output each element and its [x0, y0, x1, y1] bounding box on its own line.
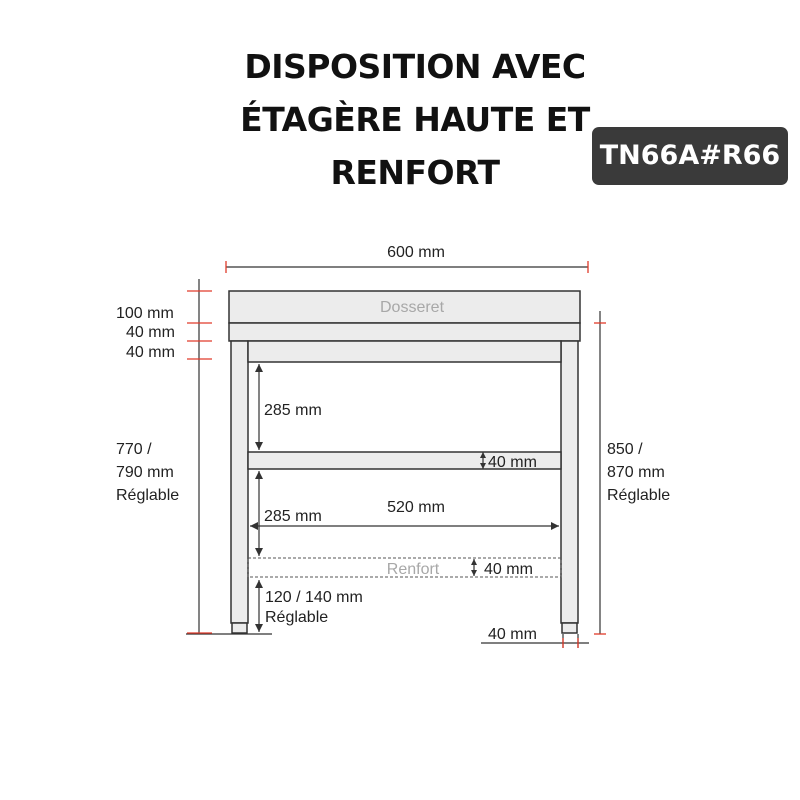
foot-height-label: 120 / 140 mm	[265, 589, 363, 606]
foot-adjust-label: Réglable	[265, 609, 329, 626]
top-thickness-label: 40 mm	[126, 324, 175, 341]
leg-width-label: 40 mm	[488, 626, 537, 643]
width-total-label: 600 mm	[387, 244, 445, 261]
gap-lower-label: 285 mm	[264, 508, 322, 525]
brace-thickness-label: 40 mm	[484, 561, 533, 578]
height-right-line-2: 870 mm	[607, 464, 665, 481]
inner-width-label: 520 mm	[387, 499, 445, 516]
left-foot	[232, 623, 247, 633]
right-foot	[562, 623, 577, 633]
backsplash-label: Dosseret	[379, 299, 445, 316]
gap-upper-label: 285 mm	[264, 402, 322, 419]
height-left-line-3: Réglable	[116, 487, 180, 504]
top-rail	[248, 341, 561, 362]
table-top	[229, 323, 580, 341]
height-left-line-1: 770 /	[116, 441, 152, 458]
height-left-line-2: 790 mm	[116, 464, 174, 481]
top-rail-label: 40 mm	[126, 344, 175, 361]
backsplash-height-label: 100 mm	[116, 305, 174, 322]
left-leg	[231, 341, 248, 623]
shelf-thickness-label: 40 mm	[488, 454, 537, 471]
title-line-1: DISPOSITION AVEC	[244, 47, 586, 86]
right-leg	[561, 341, 578, 623]
height-right-line-1: 850 /	[607, 441, 643, 458]
title-line-2: ÉTAGÈRE HAUTE ET	[240, 100, 590, 139]
model-badge: TN66A#R66	[592, 127, 788, 185]
title-line-3: RENFORT	[330, 153, 500, 192]
brace-label: Renfort	[386, 561, 440, 578]
height-right-line-3: Réglable	[607, 487, 671, 504]
